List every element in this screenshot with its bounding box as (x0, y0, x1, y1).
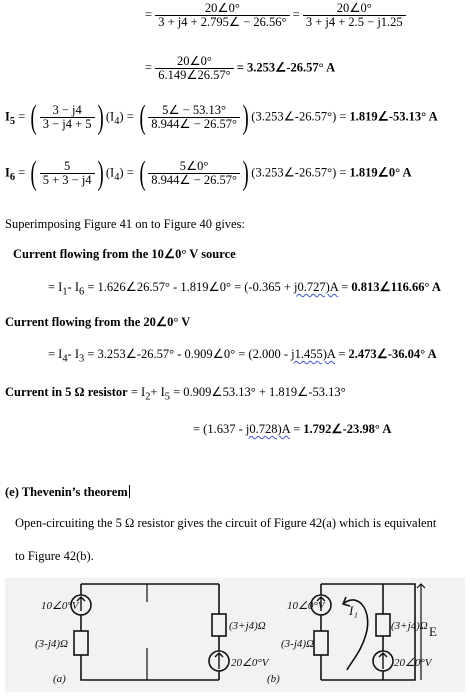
eq-text: = (289, 422, 301, 436)
circuit-a-impedance-right (212, 614, 226, 636)
result-value: 2.473∠-36.04° A (348, 347, 437, 361)
circuit-b-impedance-left (314, 631, 328, 655)
result-value: = 3.253∠-26.57° A (236, 60, 336, 75)
equation-tail: (3.253∠-26.57°) = (251, 165, 347, 180)
equation-i6 (5, 154, 412, 192)
denominator: 3 + j4 + 2.795∠ − 26.56° (155, 15, 289, 29)
paren-open: ( (30, 98, 38, 136)
label-b-source-top: 10∠0°V (287, 600, 325, 612)
label-a-source-top: 10∠0°V (41, 600, 79, 612)
equation-current-5ohm (5, 384, 346, 403)
current-term: (I (105, 109, 115, 124)
eq-text: - I (67, 347, 79, 361)
circuit-b-impedance-right (376, 614, 390, 636)
subscript: 6 (79, 286, 85, 298)
fraction (303, 2, 406, 29)
caption-b: (b) (267, 673, 280, 685)
equals-sign: = (145, 60, 153, 75)
equals-sign: = (18, 165, 26, 180)
equation-row-2 (145, 55, 335, 82)
equals-sign: = (292, 7, 300, 22)
caption-a: (a) (53, 673, 66, 685)
equation-tail: (3.253∠-26.57°) = (251, 109, 347, 124)
denominator: 3 + j4 + 2.5 − j1.25 (303, 15, 406, 29)
fraction (40, 160, 95, 187)
numerator: 5∠ − 53.13° (162, 103, 227, 117)
paren-open: ( (30, 154, 38, 192)
numerator: 20∠0° (176, 54, 212, 68)
fraction (40, 104, 95, 131)
paren-open: ( (139, 154, 146, 192)
circuit-a-wires (81, 584, 219, 680)
eq-text: - I (67, 280, 79, 294)
equation-current-20v (48, 346, 437, 365)
paren-close: ) (97, 154, 104, 192)
denominator: 8.944∠ − 26.57° (148, 173, 240, 187)
subscript: 5 (164, 391, 170, 403)
spellcheck-underlined-text: j1.455)A (291, 347, 336, 361)
spellcheck-underlined-text: j0.728)A (245, 422, 290, 436)
circuit-diagram (5, 578, 465, 692)
heading-current-20v: Current flowing from the 20∠0° V (5, 315, 191, 329)
label-a-impedance-right: (3+j4)Ω (229, 620, 266, 632)
current-subscript: 4 (114, 171, 120, 183)
numerator: 20∠0° (336, 1, 372, 15)
denominator: 8.944∠ − 26.57° (148, 117, 240, 131)
result-value: 1.819∠-53.13° A (349, 109, 438, 124)
paren-close: ) (242, 98, 249, 136)
eq-text: = I (127, 385, 146, 399)
equals-sign: = (145, 7, 153, 22)
label-b-source-bottom: 20∠0°V (394, 657, 432, 669)
numerator: 3 − j4 (52, 103, 82, 117)
paragraph-line-2: to Figure 42(b). (15, 549, 94, 563)
numerator: 20∠0° (204, 1, 240, 15)
paren-open: ( (139, 98, 146, 136)
denominator: 5 + 3 − j4 (40, 173, 95, 187)
paragraph-superimpose: Superimposing Figure 41 on to Figure 40 gives: (5, 217, 245, 231)
fraction (148, 104, 240, 131)
label-a-impedance-left: (3-j4)Ω (35, 638, 68, 650)
paragraph-line-1: Open-circuiting the 5 Ω resistor gives the circuit of Figure 42(a) which is equivalent (15, 516, 437, 530)
equation-current-5ohm-result (193, 421, 391, 437)
eq-text: = 1.626∠26.57° - 1.819∠0° = (-0.365 + (84, 280, 291, 294)
subscript: 3 (79, 353, 85, 365)
text-cursor (129, 485, 130, 498)
circuit-a-impedance-left (74, 631, 88, 655)
eq-text: = I (48, 347, 63, 361)
fraction (155, 2, 289, 29)
equation-current-10v (48, 279, 441, 298)
current-subscript: 4 (114, 115, 120, 127)
eq-text: = 0.909∠53.13° + 1.819∠-53.13° (169, 385, 346, 399)
paren-close: ) (97, 98, 104, 136)
numerator: 5∠0° (179, 159, 209, 173)
arrow-icon (215, 653, 223, 669)
current-term-close: ) = (119, 165, 134, 180)
label-b-impedance-left: (3-j4)Ω (281, 638, 314, 650)
eq-text: + I (150, 385, 165, 399)
bold-label: Current in 5 Ω resistor (5, 385, 128, 399)
subscript: 2 (145, 391, 151, 403)
label-a-source-bottom: 20∠0°V (231, 657, 269, 669)
eq-text: = (338, 280, 349, 294)
circuit-figure (5, 578, 465, 692)
fraction (148, 160, 240, 187)
current-term: (I (105, 165, 115, 180)
subscript: 1 (62, 286, 68, 298)
result-value: 1.792∠-23.98° A (303, 422, 392, 436)
heading-current-10v: Current flowing from the 10∠0° V source (13, 247, 236, 261)
variable-label: I (5, 109, 10, 124)
eq-text: = 3.253∠-26.57° - 0.909∠0° = (2.000 - (84, 347, 288, 361)
spellcheck-underlined-text: j0.727)A (294, 280, 339, 294)
equation-row-1 (145, 2, 406, 29)
subscript: 4 (62, 353, 68, 365)
label-b-emf: E (429, 624, 437, 639)
denominator: 6.149∠26.57° (155, 68, 233, 82)
fraction (155, 55, 233, 82)
variable-subscript: 6 (9, 171, 16, 183)
label-b-current: I₁ (349, 603, 358, 618)
result-value: 0.813∠116.66° A (351, 280, 441, 294)
result-value: 1.819∠0° A (349, 165, 412, 180)
paren-close: ) (242, 154, 249, 192)
equation-i5 (5, 98, 438, 136)
equals-sign: = (18, 109, 26, 124)
variable-label: I (5, 165, 10, 180)
denominator: 3 − j4 + 5 (40, 117, 95, 131)
section-heading-text: (e) Thevenin’s theorem (5, 485, 128, 499)
arrow-icon (379, 653, 387, 669)
numerator: 5 (64, 159, 71, 173)
section-heading (5, 485, 130, 500)
label-b-impedance-right: (3+j4)Ω (391, 620, 428, 632)
eq-text: = (335, 347, 346, 361)
current-term-close: ) = (119, 109, 134, 124)
eq-text: = (1.637 - (193, 422, 243, 436)
eq-text: = I (48, 280, 63, 294)
variable-subscript: 5 (9, 115, 16, 127)
